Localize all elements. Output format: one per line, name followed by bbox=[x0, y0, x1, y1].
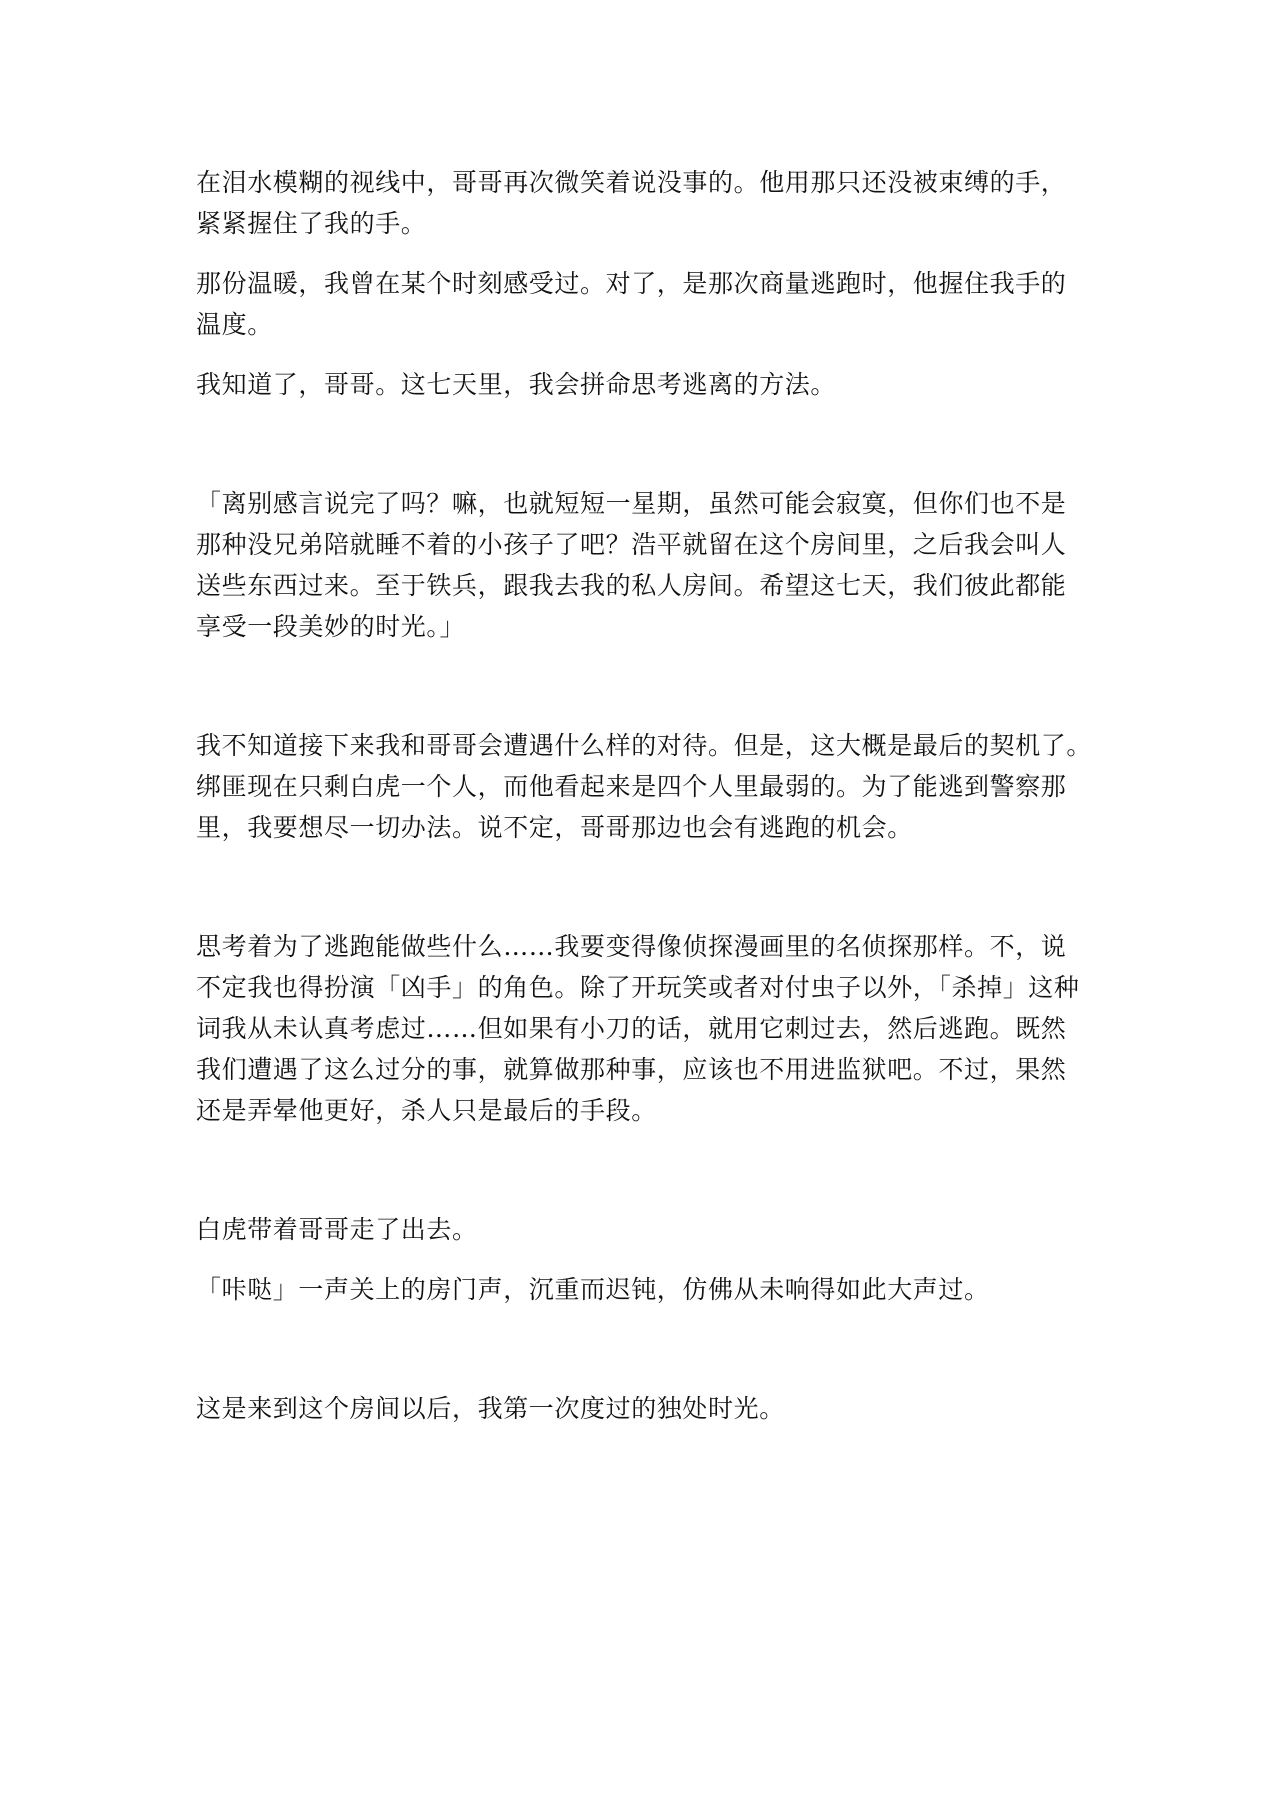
dialogue-paragraph: 「离别感言说完了吗？嘛，也就短短一星期，虽然可能会寂寞，但你们也不是 那种没兄弟陪就睡不着的小孩子了吧？浩平就留在这个房间里，之后我会叫人 送些东西过来。至于铁兵，跟我去我的私人房间。希望这七天，我们彼此都能 享受一段美妙的时光。」 bbox=[196, 489, 1067, 641]
paragraph: 在泪水模糊的视线中，哥哥再次微笑着说没事的。他用那只还没被束缚的手， 紧紧握住了我的手。 bbox=[196, 168, 1067, 238]
paragraph: 思考着为了逃跑能做些什么……我要变得像侦探漫画里的名侦探那样。不，说 不定我也得扮演「凶手」的角色。除了开玩笑或者对付虫子以外，「杀掉」这种 词我从未认真考虑过……但如果有小刀的话，就用它刺过去，然后逃跑。既然 我们遭遇了这么过分的事，就算做那种事，应该也不用进监狱吧。不过，果然 还是弄晕他更好，杀人只是最后的手段。 bbox=[196, 932, 1080, 1125]
paragraph: 我不知道接下来我和哥哥会遭遇什么样的对待。但是，这大概是最后的契机了。 绑匪现在只剩白虎一个人，而他看起来是四个人里最弱的。为了能逃到警察那 里，我要想尽一切办法。说不定，哥哥那边也会有逃跑的机会。 bbox=[196, 731, 1093, 842]
paragraph: 我知道了，哥哥。这七天里，我会拼命思考逃离的方法。 bbox=[196, 370, 837, 399]
paragraph: 那份温暖，我曾在某个时刻感受过。对了，是那次商量逃跑时，他握住我手的 温度。 bbox=[196, 269, 1067, 339]
body-text bbox=[196, 162, 1116, 1448]
paragraph: 「咔哒」一声关上的房门声，沉重而迟钝，仿佛从未响得如此大声过。 bbox=[196, 1275, 990, 1304]
paragraph: 白虎带着哥哥走了出去。 bbox=[196, 1215, 478, 1244]
paragraph: 这是来到这个房间以后，我第一次度过的独处时光。 bbox=[196, 1394, 785, 1423]
